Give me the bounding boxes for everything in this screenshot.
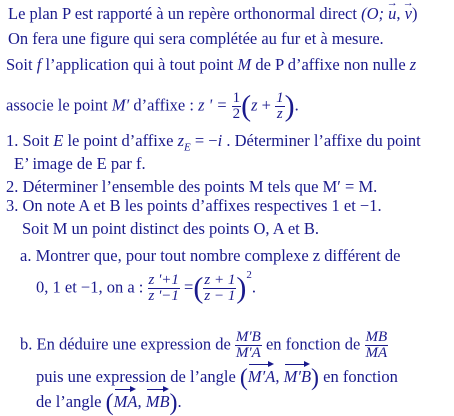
text: 2. Déterminer l’ensemble des points M tels que M′ = M. (6, 177, 378, 196)
comma: , (396, 4, 405, 23)
repere-open: (O; (361, 4, 389, 23)
text: le point d’affixe (63, 131, 178, 150)
vector-u: → u (388, 4, 396, 24)
paren-open: ( (241, 89, 252, 123)
paren-open: ( (239, 365, 248, 392)
fraction-one-half (232, 91, 242, 122)
paren-close: ) (236, 271, 247, 305)
paren-close: ) (284, 89, 295, 123)
question-2 (6, 177, 377, 197)
repere-close: ) (411, 4, 418, 23)
equation-lhs: z ' = (198, 95, 228, 115)
var-E: E (53, 131, 64, 150)
var-M: M (237, 55, 252, 74)
vector-mprime-a: M′A (248, 363, 275, 387)
text: a. Montrer que, pour tout nombre complexe z différent de (20, 246, 401, 265)
var-f: f (36, 55, 42, 74)
intro-line-3 (6, 55, 416, 75)
vector-mb: MB (146, 388, 170, 412)
text: b. En déduire une expression de (20, 334, 231, 354)
text: en fonction (323, 367, 398, 386)
denominator: z '−1 (148, 288, 179, 305)
var-i: i (217, 131, 223, 150)
text: en fonction de (265, 334, 361, 354)
text: E’ image de E par f. (14, 154, 146, 173)
denominator: MA (365, 345, 388, 361)
question-b-line-2: puis une expression de l’angle (M′A, M′B) en fonction (36, 363, 398, 388)
numerator: z '+1 (148, 272, 179, 289)
numerator: z + 1 (204, 272, 236, 289)
numerator: MB (365, 329, 388, 345)
question-a-line-1 (20, 246, 400, 266)
vector-v: → v (405, 4, 412, 24)
question-3-line-2 (22, 219, 319, 239)
text: de P d’affixe non nulle (251, 55, 410, 74)
text: Soit (6, 55, 37, 74)
intro-line-1 (8, 4, 417, 24)
intro-line-4 (6, 91, 299, 122)
text: l’application qui à tout point (41, 55, 238, 74)
paren-open: ( (193, 271, 204, 305)
question-1-line-2 (14, 154, 146, 174)
text: . Déterminer l’affixe du point (222, 131, 421, 150)
var-z: z (251, 95, 258, 115)
denominator: 2 (232, 106, 241, 122)
text: Soit M un point distinct des points O, A et B. (22, 219, 320, 238)
text: 3. On note A et B les points d’affixes respectives 1 et −1. (6, 196, 382, 215)
fraction-m (365, 330, 389, 361)
fraction-zprime (148, 273, 180, 304)
period: . (177, 392, 182, 411)
question-3-line-1 (6, 196, 382, 216)
question-b-line-3: de l’angle (MA, MB). (36, 388, 182, 413)
denominator: z (276, 106, 283, 122)
numerator: M′B (235, 329, 261, 345)
var-z: z (409, 55, 417, 74)
text: de l’angle (36, 392, 102, 411)
paren-close: ) (311, 365, 320, 392)
intro-line-2 (8, 29, 384, 49)
fraction-z (203, 273, 236, 304)
var-z: z (177, 131, 184, 150)
text: 1. Soit (6, 131, 54, 150)
numerator: 1 (232, 90, 241, 106)
vector-ma: MA (114, 388, 138, 412)
equals-minus: = − (190, 131, 218, 150)
denominator: z − 1 (204, 288, 236, 305)
paren-close: ) (169, 390, 178, 416)
text: Le plan P est rapporté à un repère orthonormal direct (8, 4, 357, 23)
text: puis une expression de l’angle (36, 367, 236, 386)
question-b-line-1 (20, 330, 388, 361)
text: 0, 1 et −1, on a : (36, 277, 144, 297)
fraction-one-over-z (275, 91, 285, 122)
period: . (294, 95, 299, 115)
text: d’affixe : (129, 95, 199, 115)
denominator: M′A (235, 345, 261, 361)
question-a-line-2 (36, 269, 256, 305)
var-M-prime: M′ (111, 95, 130, 115)
equals: = (184, 277, 194, 297)
plus: + (257, 95, 276, 115)
subscript-E: E (184, 141, 191, 154)
text: On fera une figure qui sera complétée au fur et à mesure. (8, 29, 384, 48)
fraction-mprime (235, 330, 262, 361)
vector-mprime-b: M′B (284, 363, 311, 387)
numerator: 1 (276, 90, 284, 106)
exponent: 2 (246, 269, 252, 281)
paren-open: ( (105, 390, 114, 416)
text: associe le point (6, 95, 112, 115)
period: . (251, 277, 256, 297)
